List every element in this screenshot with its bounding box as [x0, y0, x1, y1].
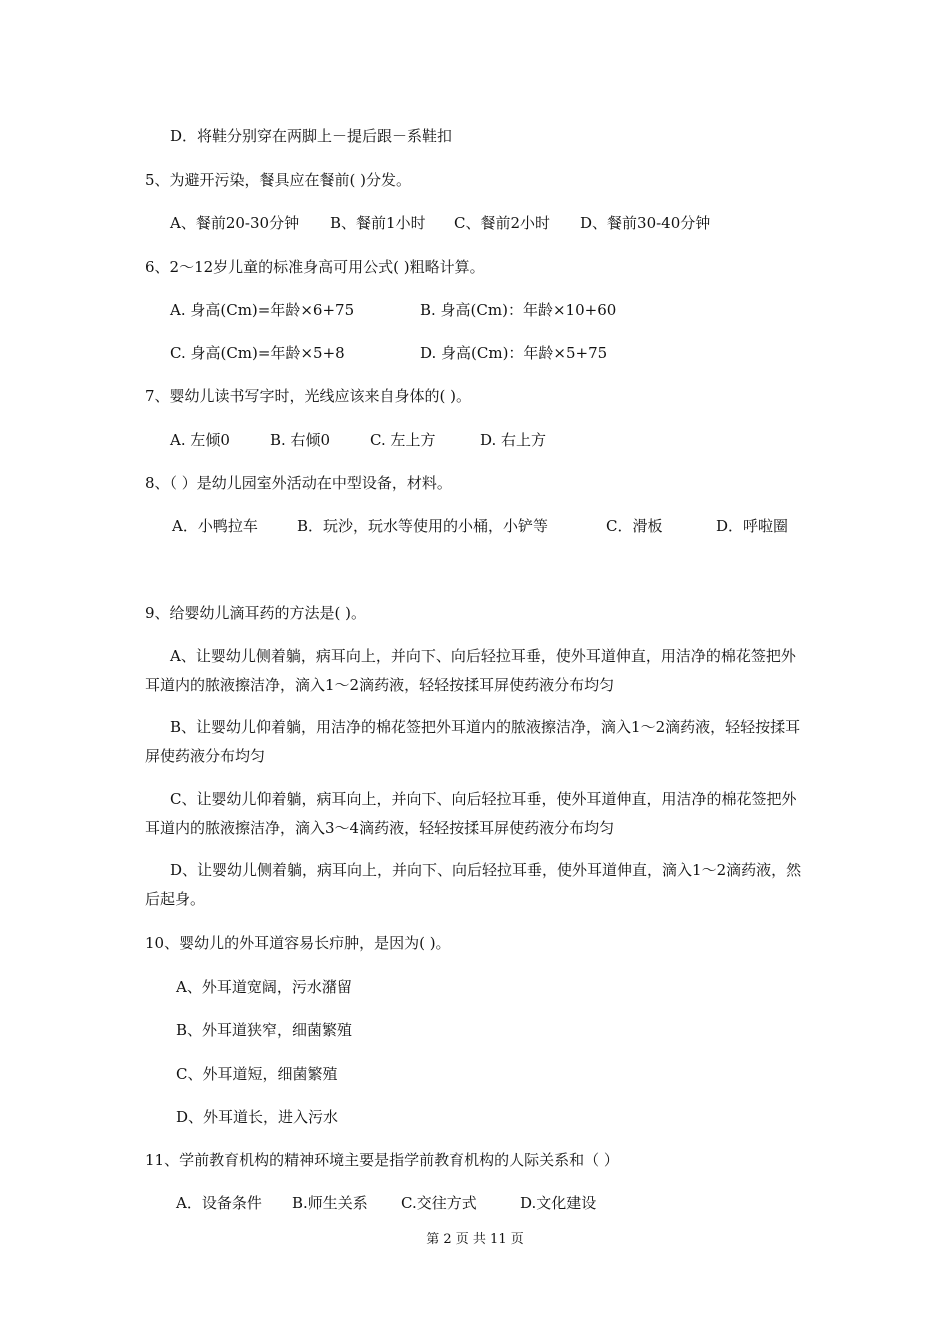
q5-option-b: B、餐前1小时	[330, 214, 426, 232]
question-8: 8、（ ）是幼儿园室外活动在中型设备，材料。	[145, 474, 452, 492]
q6-option-a: A. 身高(Cm)=年龄×6+75	[170, 301, 355, 319]
q8-option-b: B．玩沙，玩水等使用的小桶，小铲等	[297, 517, 549, 535]
q5-option-d: D、餐前30-40分钟	[580, 214, 711, 232]
q9-option-d: D、让婴幼儿侧着躺，病耳向上，并向下、向后轻拉耳垂，使外耳道伸直，滴入1～2滴药液，然后起身。	[145, 861, 802, 908]
q7-option-a: A. 左倾0	[170, 431, 230, 449]
q6-option-c: C. 身高(Cm)=年龄×5+8	[170, 344, 345, 362]
question-7: 7、婴幼儿读书写字时，光线应该来自身体的( )。	[145, 387, 472, 405]
q11-option-b: B.师生关系	[292, 1194, 368, 1212]
q10-option-d: D、外耳道长，进入污水	[176, 1108, 339, 1126]
q10-option-a: A、外耳道宽阔，污水潴留	[176, 978, 352, 996]
option-d-q4: D．将鞋分别穿在两脚上－提后跟－系鞋扣	[170, 127, 453, 145]
q7-option-d: D. 右上方	[480, 431, 547, 449]
question-11: 11、学前教育机构的精神环境主要是指学前教育机构的人际关系和（ ）	[145, 1151, 619, 1169]
q9-option-a: A、让婴幼儿侧着躺，病耳向上，并向下、向后轻拉耳垂，使外耳道伸直，用洁净的棉花签把外耳道内的脓液擦洁净，滴入1～2滴药液，轻轻按揉耳屏使药液分布均匀	[145, 647, 796, 694]
question-5: 5、为避开污染，餐具应在餐前( )分发。	[145, 171, 412, 189]
q6-option-d: D. 身高(Cm)：年龄×5+75	[420, 344, 608, 362]
question-6: 6、2～12岁儿童的标准身高可用公式( )粗略计算。	[145, 258, 485, 276]
q6-option-b: B. 身高(Cm)：年龄×10+60	[420, 301, 617, 319]
q10-option-b: B、外耳道狭窄，细菌繁殖	[176, 1021, 353, 1039]
q8-option-c: C．滑板	[606, 517, 663, 535]
question-10: 10、婴幼儿的外耳道容易长疖肿，是因为( )。	[145, 934, 451, 952]
q11-option-c: C.交往方式	[401, 1194, 477, 1212]
q7-option-b: B. 右倾0	[270, 431, 331, 449]
page-footer: 第 2 页 共 11 页	[426, 1232, 524, 1247]
q11-option-d: D.文化建设	[520, 1194, 597, 1212]
q9-option-b: B、让婴幼儿仰着躺，用洁净的棉花签把外耳道内的脓液擦洁净，滴入1～2滴药液，轻轻按揉耳屏使药液分布均匀	[145, 718, 801, 765]
q11-option-a: A．设备条件	[176, 1194, 262, 1212]
q5-option-c: C、餐前2小时	[454, 214, 551, 232]
question-9: 9、给婴幼儿滴耳药的方法是( )。	[145, 604, 367, 622]
q10-option-c: C、外耳道短，细菌繁殖	[176, 1065, 338, 1083]
q5-option-a: A、餐前20-30分钟	[170, 214, 300, 232]
q9-option-c: C、让婴幼儿仰着躺，病耳向上，并向下、向后轻拉耳垂，使外耳道伸直，用洁净的棉花签把外耳道内的脓液擦洁净，滴入3～4滴药液，轻轻按揉耳屏使药液分布均匀	[145, 790, 797, 837]
q7-option-c: C. 左上方	[370, 431, 436, 449]
q8-option-d: D．呼啦圈	[716, 517, 789, 535]
q8-option-a: A．小鸭拉车	[172, 517, 258, 535]
